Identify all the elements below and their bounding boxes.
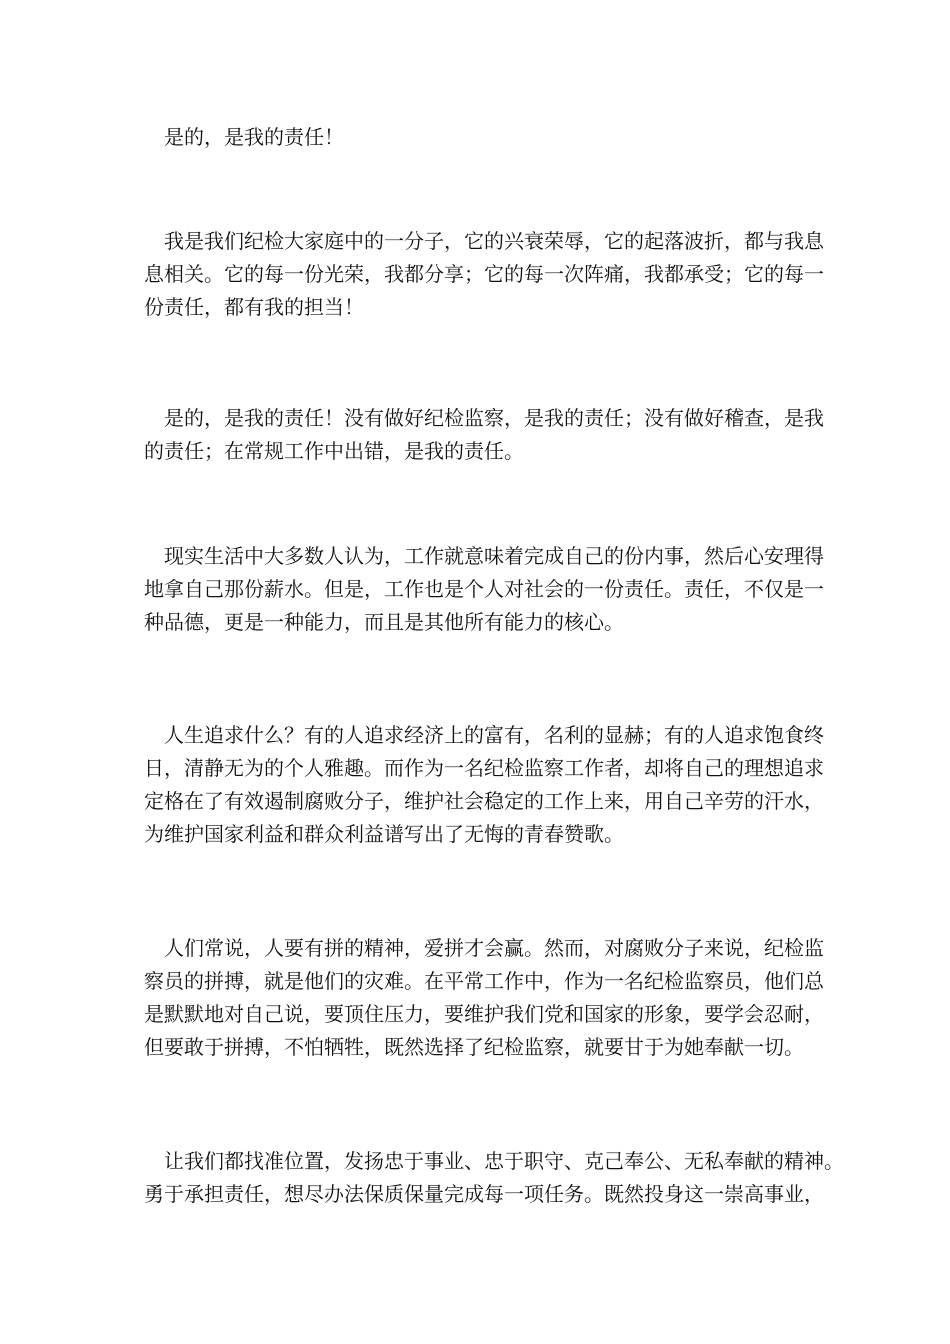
paragraph-line: 地拿自己那份薪水。但是，工作也是个人对社会的一份责任。责任，不仅是一 — [144, 577, 824, 601]
paragraph-line: 是的，是我的责任！ — [164, 125, 344, 149]
paragraph-6 — [144, 932, 824, 1064]
paragraph-1 — [144, 121, 808, 154]
paragraph-5 — [144, 719, 824, 851]
paragraph-line: 现实生活中大多数人认为，工作就意味着完成自己的份内事，然后心安理得 — [164, 544, 824, 568]
paragraph-3 — [144, 402, 824, 468]
paragraph-line: 种品德，更是一种能力，而且是其他所有能力的核心。 — [144, 610, 624, 634]
paragraph-4 — [144, 540, 824, 639]
paragraph-line: 的责任；在常规工作中出错，是我的责任。 — [144, 439, 524, 463]
paragraph-line: 察员的拼搏，就是他们的灾难。在平常工作中，作为一名纪检监察员，他们总 — [144, 969, 824, 993]
paragraph-line: 是默默地对自己说，要顶住压力，要维护我们党和国家的形象，要学会忍耐， — [144, 1002, 824, 1026]
paragraph-7 — [144, 1145, 844, 1211]
paragraph-line: 我是我们纪检大家庭中的一分子，它的兴衰荣辱，它的起落波折，都与我息 — [164, 229, 824, 253]
paragraph-line: 人生追求什么？有的人追求经济上的富有，名利的显赫；有的人追求饱食终 — [164, 723, 824, 747]
paragraph-line: 息相关。它的每一份光荣，我都分享；它的每一次阵痛，我都承受；它的每一 — [144, 262, 824, 286]
paragraph-line: 定格在了有效遏制腐败分子，维护社会稳定的工作上来，用自己辛劳的汗水， — [144, 789, 824, 813]
paragraph-line: 为维护国家利益和群众利益谱写出了无悔的青春赞歌。 — [144, 822, 624, 846]
paragraph-line: 日，清静无为的个人雅趣。而作为一名纪检监察工作者，却将自己的理想追求 — [144, 756, 824, 780]
paragraph-line: 但要敢于拼搏，不怕牺牲，既然选择了纪检监察，就要甘于为她奉献一切。 — [144, 1035, 804, 1059]
paragraph-2 — [144, 225, 824, 324]
paragraph-line: 勇于承担责任，想尽办法保质保量完成每一项任务。既然投身这一崇高事业， — [144, 1182, 824, 1206]
paragraph-line: 是的，是我的责任！没有做好纪检监察，是我的责任；没有做好稽查，是我 — [164, 406, 824, 430]
paragraph-line: 份责任，都有我的担当！ — [144, 295, 364, 319]
paragraph-line: 让我们都找准位置，发扬忠于事业、忠于职守、克己奉公、无私奉献的精神。 — [164, 1149, 844, 1173]
paragraph-line: 人们常说，人要有拼的精神，爱拼才会赢。然而，对腐败分子来说，纪检监 — [164, 936, 824, 960]
